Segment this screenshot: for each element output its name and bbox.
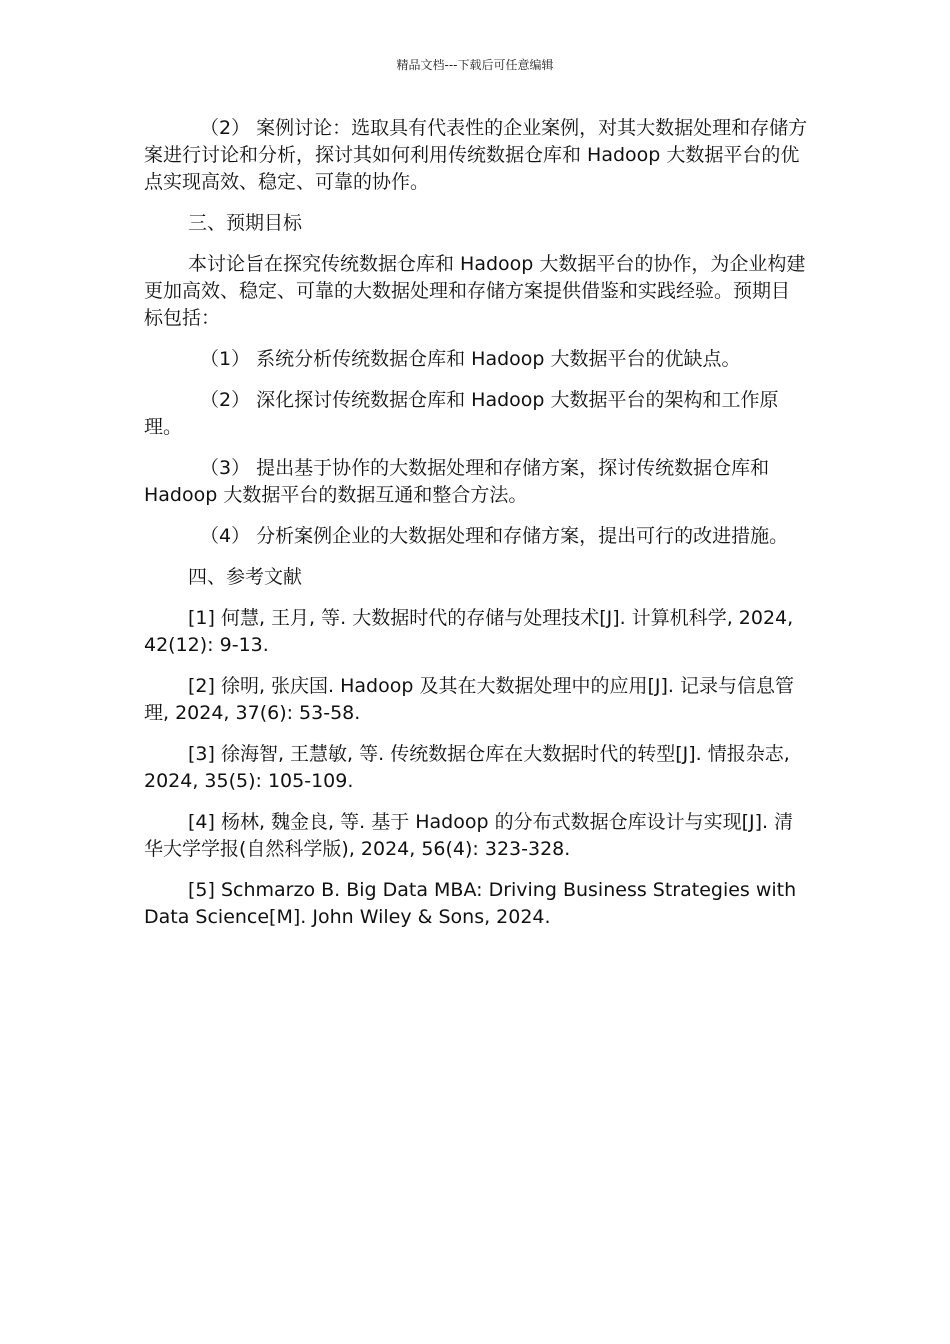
page-header: 精品文档---下载后可任意编辑 <box>396 58 554 72</box>
goal-item-3: （3） 提出基于协作的大数据处理和存储方案，探讨传统数据仓库和 Hadoop 大数据平台的数据互通和整合方法。 <box>144 457 770 506</box>
goal-item-1: （1） 系统分析传统数据仓库和 Hadoop 大数据平台的优缺点。 <box>200 348 741 370</box>
goal-item-2: （2） 深化探讨传统数据仓库和 Hadoop 大数据平台的架构和工作原理。 <box>144 389 779 438</box>
section-heading-references: 四、参考文献 <box>188 566 303 588</box>
case-discussion-paragraph: （2） 案例讨论：选取具有代表性的企业案例，对其大数据处理和存储方案进行讨论和分析，探讨其如何利用传统数据仓库和 Hadoop 大数据平台的优点实现高效、稳定、可靠的协作。 <box>144 117 808 193</box>
reference-4: [4] 杨林, 魏金良, 等. 基于 Hadoop 的分布式数据仓库设计与实现[J]. 清华大学学报(自然科学版), 2024, 56(4): 323-328. <box>144 811 794 860</box>
section-heading-goals: 三、预期目标 <box>188 212 303 234</box>
reference-5: [5] Schmarzo B. Big Data MBA: Driving Business Strategies with Data Science[M]. John Wiley & Sons, 2024. <box>144 879 797 928</box>
reference-1: [1] 何慧, 王月, 等. 大数据时代的存储与处理技术[J]. 计算机科学, 2024, 42(12): 9-13. <box>144 607 794 656</box>
goals-intro-paragraph: 本讨论旨在探究传统数据仓库和 Hadoop 大数据平台的协作，为企业构建更加高效、稳定、可靠的大数据处理和存储方案提供借鉴和实践经验。预期目标包括： <box>144 253 806 329</box>
document-body <box>144 115 808 945</box>
reference-3: [3] 徐海智, 王慧敏, 等. 传统数据仓库在大数据时代的转型[J]. 情报杂志, 2024, 35(5): 105-109. <box>144 743 790 792</box>
goal-item-4: （4） 分析案例企业的大数据处理和存储方案，提出可行的改进措施。 <box>200 525 789 547</box>
reference-2: [2] 徐明, 张庆国. Hadoop 及其在大数据处理中的应用[J]. 记录与信息管理, 2024, 37(6): 53-58. <box>144 675 794 724</box>
